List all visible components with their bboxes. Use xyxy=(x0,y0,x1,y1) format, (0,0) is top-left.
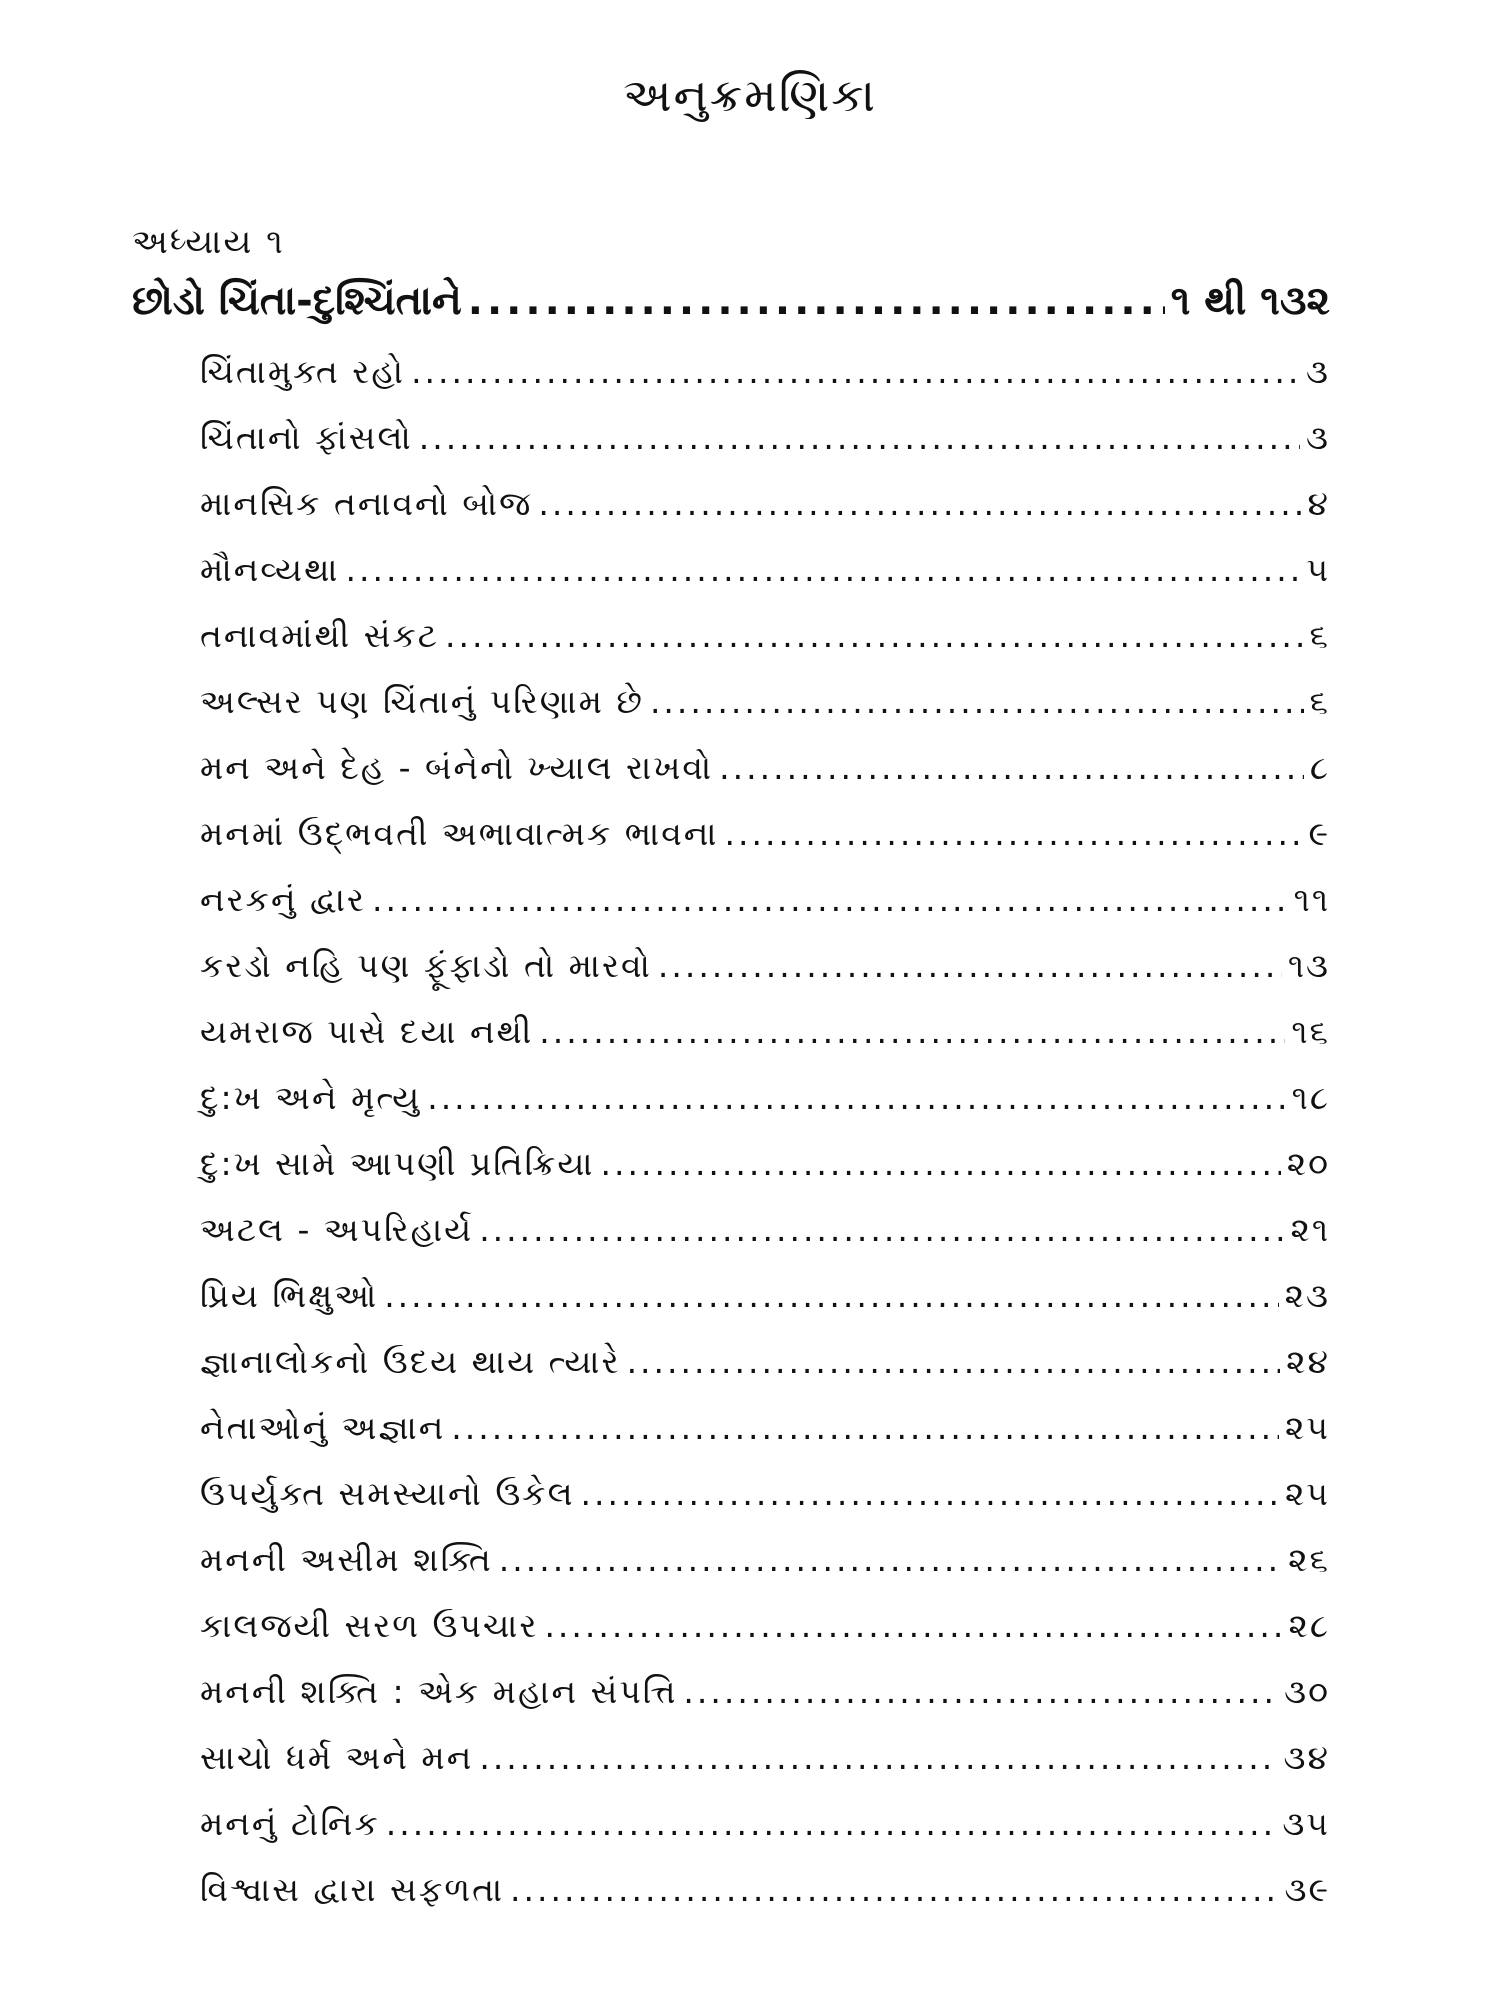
toc-entry-page: ૩૦ xyxy=(1284,1672,1330,1711)
dot-leader xyxy=(479,1210,1284,1249)
toc-entry-title: અલ્સર પણ ચિંતાનું પરિણામ છે xyxy=(200,682,644,721)
dot-leader xyxy=(627,1342,1281,1381)
toc-entry-page: ૩ xyxy=(1306,352,1330,391)
toc-entry-title: ચિંતામુક્ત રહો xyxy=(200,352,406,391)
dot-leader xyxy=(427,1078,1285,1117)
toc-entry xyxy=(200,1078,1330,1118)
dot-leader xyxy=(538,484,1301,523)
chapter-heading-row xyxy=(132,278,1330,324)
toc-entry xyxy=(200,946,1330,986)
toc-entry xyxy=(200,1210,1330,1250)
toc-entry-page: ૨૫ xyxy=(1284,1474,1330,1513)
toc-entry-title: દુ:ખ અને મૃત્યુ xyxy=(200,1078,422,1117)
toc-entry-page: ૧૬ xyxy=(1291,1012,1330,1051)
toc-entry-page: ૨૦ xyxy=(1286,1144,1330,1183)
toc-entry-page: ૬ xyxy=(1309,682,1330,721)
toc-entry-title: મનમાં ઉદ્‌ભવતી અભાવાત્મક ભાવના xyxy=(200,814,719,853)
toc-entry-page: ૮ xyxy=(1309,748,1330,787)
toc-entry-title: જ્ઞાનાલોકનો ઉદય થાય ત્યારે xyxy=(200,1342,621,1381)
toc-entry xyxy=(200,1144,1330,1184)
toc-entry xyxy=(200,418,1330,458)
toc-entry-title: યમરાજ પાસે દયા નથી xyxy=(200,1012,534,1051)
toc-entry xyxy=(200,814,1330,854)
toc-entry-title: કરડો નહિ પણ ફૂંફાડો તો મારવો xyxy=(200,946,652,985)
dot-leader xyxy=(468,278,1165,324)
dot-leader xyxy=(683,1672,1278,1711)
toc-entry-page: ૨૧ xyxy=(1290,1210,1330,1249)
dot-leader xyxy=(581,1474,1279,1513)
toc-entry xyxy=(200,1672,1330,1712)
toc-entry xyxy=(200,1540,1330,1580)
toc-entry xyxy=(200,682,1330,722)
toc-entry-title: પ્રિય ભિક્ષુઓ xyxy=(200,1276,379,1315)
toc-entry-page: ૩૪ xyxy=(1283,1738,1330,1777)
toc-entry xyxy=(200,1804,1330,1844)
toc-entry-page: ૩૫ xyxy=(1282,1804,1330,1843)
toc-entry xyxy=(200,484,1330,524)
dot-leader xyxy=(345,550,1300,589)
toc-entry-page: ૧૮ xyxy=(1291,1078,1330,1117)
toc-entry-page: ૯ xyxy=(1308,814,1330,853)
toc-entry-page: ૨૮ xyxy=(1288,1606,1330,1645)
toc-entry xyxy=(200,1606,1330,1646)
toc-entry-page: ૫ xyxy=(1306,550,1330,589)
toc-entry-page: ૧૩ xyxy=(1287,946,1330,985)
toc-entry-title: નરકનું દ્વાર xyxy=(200,880,366,919)
toc-entry-page: ૩૯ xyxy=(1284,1870,1330,1909)
toc-entry-title: મનની શક્તિ : એક મહાન સંપત્તિ xyxy=(200,1672,678,1711)
toc-entry xyxy=(200,880,1330,920)
dot-leader xyxy=(658,946,1282,985)
chapter-page-range: ૧ થી ૧૩૨ xyxy=(1170,278,1330,324)
dot-leader xyxy=(510,1870,1278,1909)
dot-leader xyxy=(499,1540,1282,1579)
toc-entry xyxy=(200,352,1330,392)
toc-entry-title: ઉપર્યુક્ત સમસ્યાનો ઉકેલ xyxy=(200,1474,575,1513)
toc-entry-title: સાચો ધર્મ અને મન xyxy=(200,1738,474,1777)
toc-entry xyxy=(200,1012,1330,1052)
dot-leader xyxy=(372,880,1288,919)
toc-entry xyxy=(200,1342,1330,1382)
toc-entry-page: ૧૧ xyxy=(1293,880,1330,919)
toc-entry-title: ચિંતાનો ફાંસલો xyxy=(200,418,413,457)
dot-leader xyxy=(445,616,1304,655)
dot-leader xyxy=(724,814,1302,853)
dot-leader xyxy=(384,1276,1278,1315)
dot-leader xyxy=(544,1606,1282,1645)
chapter-heading: છોડો ચિંતા-દુશ્ચિંતાને xyxy=(132,278,462,324)
toc-entry-page: ૨૬ xyxy=(1288,1540,1330,1579)
toc-entry xyxy=(200,748,1330,788)
dot-leader xyxy=(479,1738,1277,1777)
toc-entry xyxy=(200,616,1330,656)
dot-leader xyxy=(719,748,1304,787)
toc-entry-title: મનનું ટોનિક xyxy=(200,1804,380,1843)
toc-entry-title: નેતાઓનું અજ્ઞાન xyxy=(200,1408,446,1447)
chapter-label: અધ્યાય ૧ xyxy=(132,222,285,262)
dot-leader xyxy=(650,682,1304,721)
toc-entry-page: ૨૩ xyxy=(1284,1276,1330,1315)
toc-entry-title: દુ:ખ સામે આપણી પ્રતિક્રિયા xyxy=(200,1144,595,1183)
toc-entry xyxy=(200,550,1330,590)
dot-leader xyxy=(419,418,1300,457)
toc-entry-page: ૨૪ xyxy=(1286,1342,1330,1381)
toc-entry-title: તનાવમાંથી સંકટ xyxy=(200,616,439,655)
toc-entry-title: અટલ - અપરિહાર્ય xyxy=(200,1210,474,1249)
toc-entry-page: ૨૫ xyxy=(1284,1408,1330,1447)
toc-entry-page: ૩ xyxy=(1306,418,1330,457)
toc-entry-title: મનની અસીમ શક્તિ xyxy=(200,1540,493,1579)
toc-entry-title: મન અને દેહ - બંનેનો ખ્યાલ રાખવો xyxy=(200,748,714,787)
toc-entry-page: ૬ xyxy=(1309,616,1330,655)
dot-leader xyxy=(539,1012,1285,1051)
dot-leader xyxy=(411,352,1300,391)
dot-leader xyxy=(451,1408,1279,1447)
toc-entry-title: વિશ્વાસ દ્વારા સફળતા xyxy=(200,1870,505,1909)
toc-entry-title: કાલજયી સરળ ઉપચાર xyxy=(200,1606,539,1645)
toc-entry-page: ૪ xyxy=(1307,484,1330,523)
toc-entry-title: માનસિક તનાવનો બોજ xyxy=(200,484,533,523)
toc-entry xyxy=(200,1276,1330,1316)
toc-entry xyxy=(200,1408,1330,1448)
dot-leader xyxy=(386,1804,1277,1843)
dot-leader xyxy=(601,1144,1281,1183)
toc-entry xyxy=(200,1870,1330,1910)
toc-entry xyxy=(200,1738,1330,1778)
page-title: અનુક્રમણિકા xyxy=(622,68,877,122)
toc-entry-title: મૌનવ્યથા xyxy=(200,550,340,589)
toc-entry xyxy=(200,1474,1330,1514)
